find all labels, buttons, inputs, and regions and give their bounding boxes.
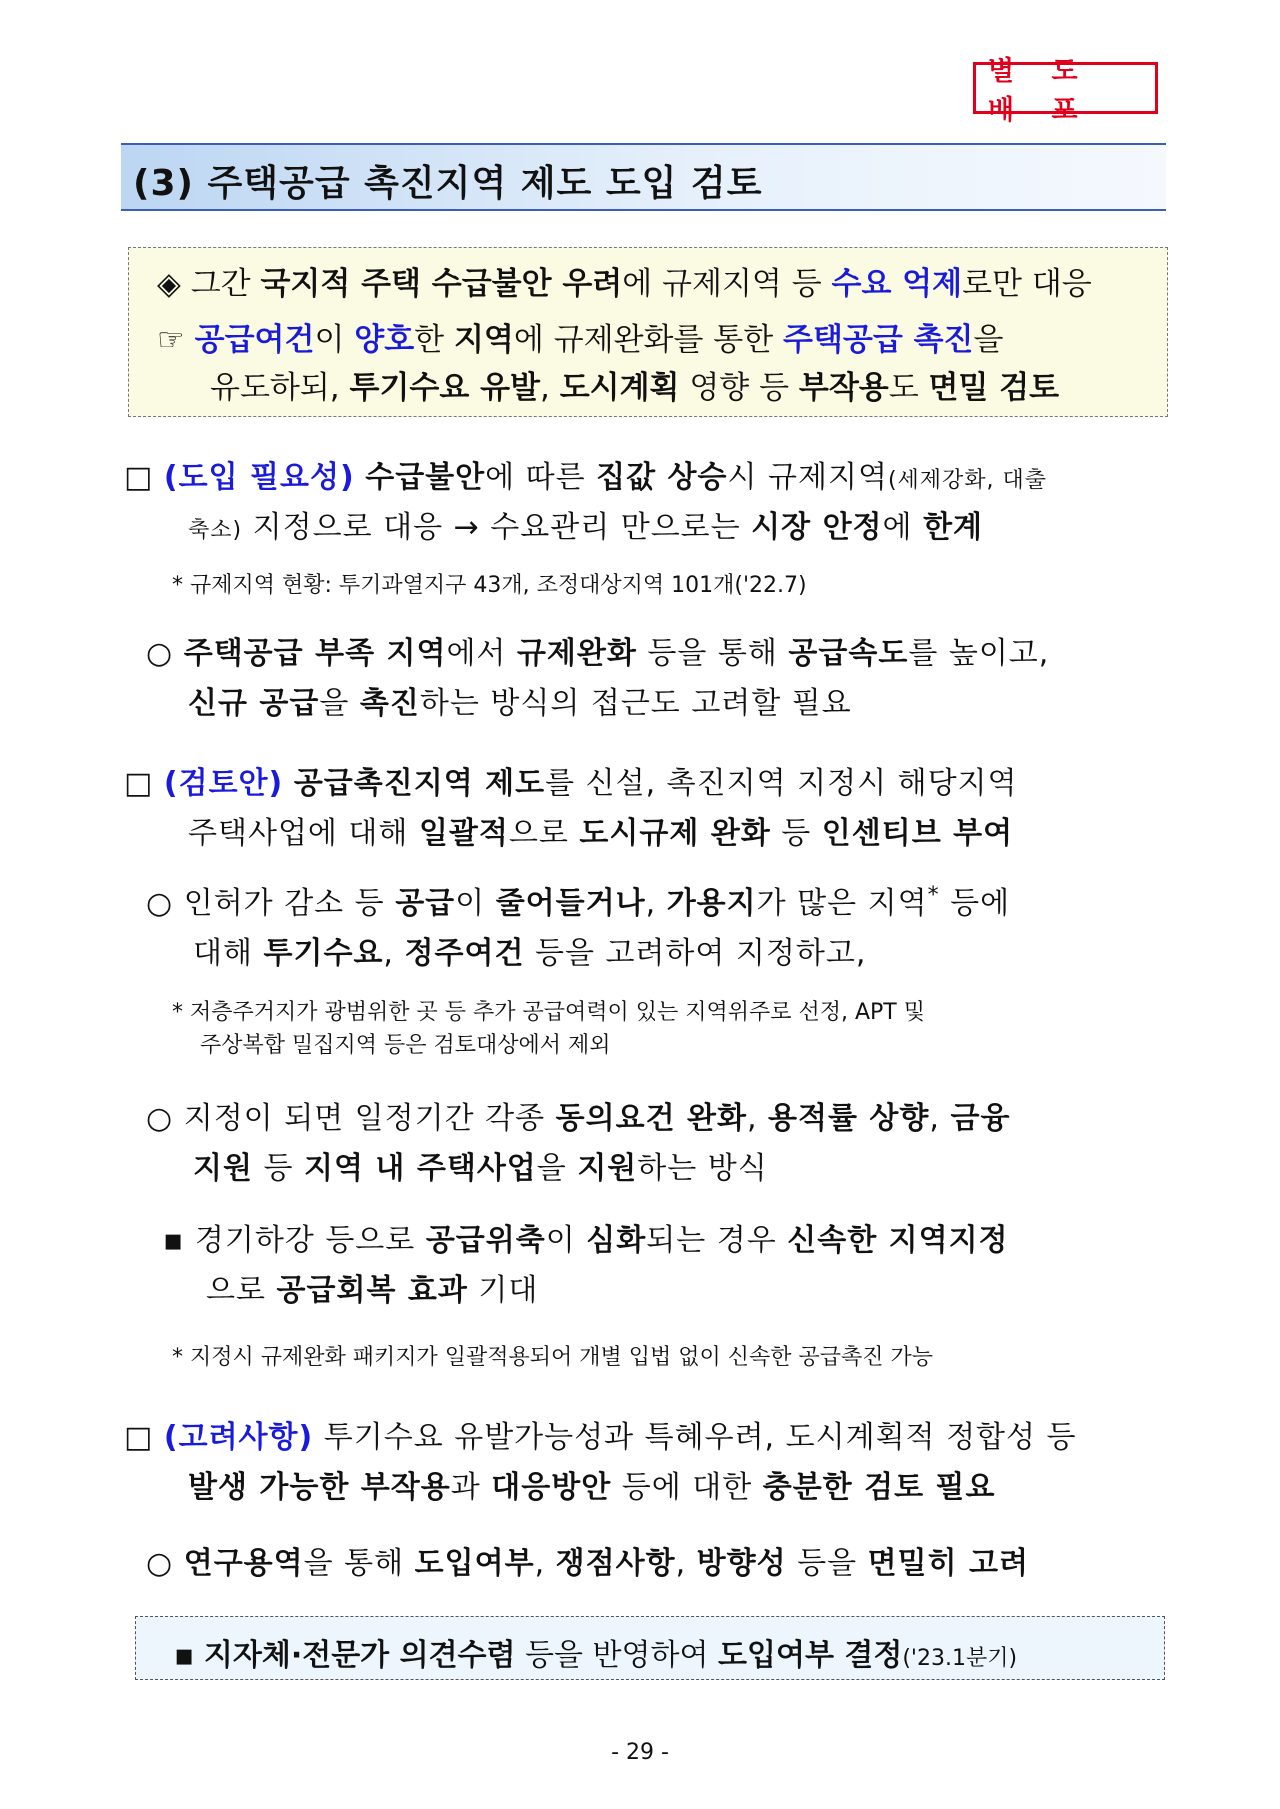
text: 을: [973, 322, 1004, 358]
text-bold: 동의요건 완화: [555, 1101, 747, 1136]
text-bold: 지자체·전문가 의견수렴: [203, 1638, 516, 1673]
s2-dash-1: [163, 1215, 1009, 1259]
text: 에 규제완화를 통한: [513, 322, 784, 358]
text-bold: 신속한 지역지정: [787, 1223, 1009, 1258]
text: 를 높이고,: [908, 636, 1050, 671]
text-bold: 공급회복 효과: [276, 1273, 468, 1308]
text-bold: 집값 상승: [596, 460, 728, 495]
text-bold: 쟁점사항: [555, 1546, 676, 1581]
text: [283, 766, 294, 801]
text: [355, 460, 366, 495]
text: 영향 등: [679, 370, 799, 406]
s3-line-2: [188, 1462, 995, 1506]
text-bold: 공급: [395, 886, 456, 921]
text-bold: 도시계획: [559, 370, 680, 406]
text: 에: [882, 510, 924, 545]
s3-line-1: [124, 1412, 1077, 1456]
text-blue: (고려사항): [163, 1420, 314, 1455]
text-bold: 심화: [586, 1223, 647, 1258]
text-bold: 대응방안: [491, 1470, 612, 1505]
text: 를 신설, 촉진지역 지정시 해당지역: [545, 766, 1018, 801]
text: 을: [536, 1151, 578, 1186]
text: □: [124, 766, 164, 801]
distribution-stamp: 별 도 배 포: [973, 62, 1158, 114]
text: 로만 대응: [962, 266, 1092, 302]
text-bold: 줄어들거나: [495, 886, 646, 921]
text: ,: [746, 1101, 769, 1136]
text-bold: 충분한 검토 필요: [762, 1470, 996, 1505]
text-bold: 지역: [453, 322, 514, 358]
text-bold: 규제완화: [516, 636, 637, 671]
s2-line-1: [124, 758, 1018, 802]
text: ○ 지정이 되면 일정기간 각종: [146, 1101, 556, 1136]
text-bold: 면밀히 고려: [867, 1546, 1030, 1581]
text: ○: [146, 636, 184, 671]
text: 되는 경우: [646, 1223, 788, 1258]
text: 등에 대한: [611, 1470, 763, 1505]
section-title-bar: [121, 143, 1166, 211]
text: □: [124, 460, 164, 495]
s2-circle-4: [193, 1143, 768, 1187]
text-bold: 방향성: [696, 1546, 787, 1581]
text: 과: [450, 1470, 492, 1505]
text: ○ 인허가 감소 등: [146, 886, 396, 921]
s1-circle-2: [188, 678, 852, 722]
text-blue: (검토안): [163, 766, 284, 801]
text: 주택사업에 대해: [188, 816, 419, 851]
text-bold: 면밀 검토: [928, 370, 1060, 406]
text-small: 축소): [188, 518, 243, 543]
text: □: [124, 1420, 164, 1455]
text-bold: 연구용역: [183, 1546, 304, 1581]
text-bold: 도시규제 완화: [579, 816, 771, 851]
text-blue: (도입 필요성): [163, 460, 355, 495]
text: ,: [534, 1546, 556, 1581]
s2-circle-2: [193, 928, 866, 972]
text: 기대: [467, 1273, 539, 1308]
text-bold: 공급위축: [425, 1223, 546, 1258]
text-bold: 지원: [193, 1151, 253, 1186]
text: ▪: [174, 1638, 204, 1673]
s2-dash-2: [206, 1265, 538, 1309]
text-bold: 촉진: [359, 686, 420, 721]
text: 으로: [508, 816, 580, 851]
text-bold: 주택공급 부족 지역: [183, 636, 447, 671]
text-blue: 양호: [354, 322, 415, 358]
text: 대해: [193, 936, 264, 971]
s2-note-3: * 지정시 규제완화 패키지가 일괄적용되어 개별 입법 없이 신속한 공급촉진 가능: [172, 1345, 933, 1370]
text: 유도하되,: [210, 370, 350, 406]
text: 이: [545, 1223, 587, 1258]
text-bold: 도입여부: [414, 1546, 535, 1581]
text: 등: [770, 816, 822, 851]
text-bold: 지역 내 주택사업: [304, 1151, 537, 1186]
text: 도: [888, 370, 929, 406]
text: 이: [455, 886, 496, 921]
text: 투기수요 유발가능성과 특혜우려, 도시계획적 정합성 등: [313, 1420, 1077, 1455]
text-blue: 수요 억제: [831, 266, 963, 302]
text: ,: [929, 1101, 951, 1136]
text-bold: 시장 안정: [751, 510, 883, 545]
text-blue: 공급여건: [194, 322, 315, 358]
text: 으로: [206, 1273, 277, 1308]
text: ,: [383, 936, 405, 971]
text-small: (세제강화, 대출: [887, 468, 1048, 493]
text-bold: 공급속도: [788, 636, 909, 671]
text: ,: [539, 370, 560, 406]
summary-line-3: [210, 362, 1059, 407]
s2-note-2: 주상복합 밀집지역 등은 검토대상에서 제외: [200, 1033, 611, 1058]
text: 하는 방식의 접근도 고려할 필요: [419, 686, 852, 721]
text-bold: 한계: [923, 510, 984, 545]
text-bold: 수급불안: [365, 460, 486, 495]
s1-circle-1: [146, 628, 1049, 672]
text: ◈ 그간: [157, 266, 261, 302]
s2-circle-3: [146, 1093, 1010, 1137]
s2-note-1: * 저층주거지가 광범위한 곳 등 추가 공급여력이 있는 지역위주로 선정, APT 및: [172, 1000, 925, 1025]
text-bold: 공급촉진지역 제도: [293, 766, 546, 801]
text: 등을 고려하여 지정하고,: [524, 936, 867, 971]
text: 에서: [446, 636, 517, 671]
conclusion-box: [135, 1616, 1165, 1680]
s1-note: * 규제지역 현황: 투기과열지구 43개, 조정대상지역 101개('22.7): [172, 573, 807, 598]
text: ,: [675, 1546, 697, 1581]
text: 에 따른: [485, 460, 597, 495]
text-small: ('23.1분기): [902, 1646, 1018, 1671]
text: 등을: [786, 1546, 868, 1581]
text-blue: 주택공급 촉진: [783, 322, 974, 358]
page-number: - 29 -: [611, 1740, 669, 1765]
s2-circle-1: [146, 878, 1010, 922]
text-bold: 부작용: [798, 370, 889, 406]
text-bold: 금융: [950, 1101, 1011, 1136]
s2-line-2: [188, 808, 1013, 852]
text: 등을 통해: [636, 636, 789, 671]
text: ,: [645, 886, 667, 921]
text-bold: 인센티브 부여: [821, 816, 1014, 851]
summary-line-1: [157, 258, 1092, 303]
text-bold: 용적률 상향: [768, 1101, 930, 1136]
text-bold: 발생 가능한 부작용: [188, 1470, 451, 1505]
text: 한: [414, 322, 454, 358]
text-bold: 지원: [577, 1151, 638, 1186]
footnote-marker: *: [927, 883, 940, 908]
summary-box: [128, 247, 1168, 417]
text: 시 규제지역: [727, 460, 888, 495]
text-bold: 가용지: [666, 886, 757, 921]
text-bold: 정주여건: [404, 936, 525, 971]
text-bold: 일괄적: [418, 816, 509, 851]
text: ○: [146, 1546, 184, 1581]
text: 지정으로 대응 → 수요관리 만으로는: [242, 510, 752, 545]
s1-line-2: [188, 502, 983, 546]
text: 등에: [939, 886, 1011, 921]
text-bold: 신규 공급: [188, 686, 320, 721]
s3-circle-1: [146, 1538, 1029, 1582]
text: 등을 반영하여: [515, 1638, 719, 1673]
text: 등: [252, 1151, 305, 1186]
section-title: (3) 주택공급 촉진지역 제도 도입 검토: [133, 163, 763, 204]
text: 가 많은 지역: [756, 886, 928, 921]
text-bold: 투기수요: [263, 936, 384, 971]
s1-line-1: [124, 452, 1047, 496]
text: 을: [319, 686, 360, 721]
text: 에 규제지역 등: [622, 266, 832, 302]
text: ▪ 경기하강 등으로: [163, 1223, 426, 1258]
conclusion-line: [174, 1630, 1017, 1674]
text-bold: 투기수요 유발: [349, 370, 540, 406]
summary-line-2: [157, 314, 1003, 359]
text: ☞: [157, 322, 195, 358]
text-bold: 도입여부 결정: [718, 1638, 903, 1673]
text: 하는 방식: [637, 1151, 768, 1186]
text-bold: 국지적 주택 수급불안 우려: [260, 266, 623, 302]
text: 이: [314, 322, 355, 358]
text: 을 통해: [303, 1546, 415, 1581]
